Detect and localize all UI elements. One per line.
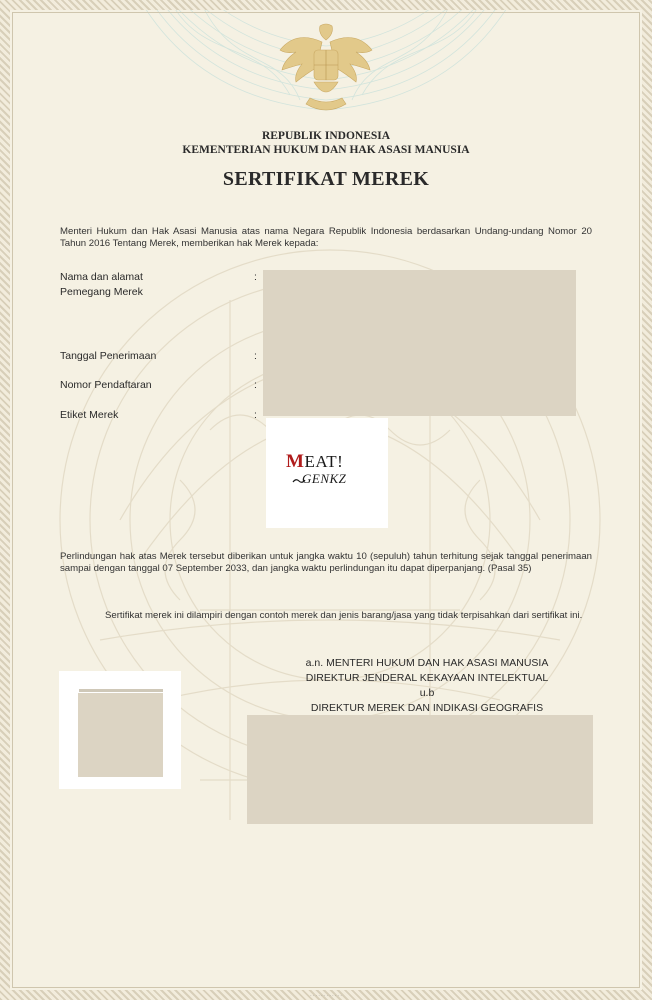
protection-paragraph: Perlindungan hak atas Merek tersebut diberikan untuk jangka waktu 10 (sepuluh) tahun terhitung sejak tanggal penerimaan sampai dengan tanggal 07 September 2033, dan jangka waktu perlindungan itu dapat diperpanjang. (Pasal 35) xyxy=(60,551,592,574)
signature-line-director-general: DIREKTUR JENDERAL KEKAYAAN INTELEKTUAL xyxy=(305,672,549,684)
intro-paragraph: Menteri Hukum dan Hak Asasi Manusia atas nama Negara Republik Indonesia berdasarkan Undang-undang Nomor 20 Tahun 2016 Tentang Merek, memberikan hak Merek kepada: xyxy=(60,226,592,249)
redacted-holder-details xyxy=(263,270,576,416)
holder-label-line2: Pemegang Merek xyxy=(60,286,143,298)
footer-note: · · · · · · · · · · · · xyxy=(310,993,342,998)
certificate-title: SERTIFIKAT MEREK xyxy=(222,168,430,190)
header-country: REPUBLIK INDONESIA xyxy=(261,130,391,142)
header-ministry: KEMENTERIAN HUKUM DAN HAK ASASI MANUSIA xyxy=(182,144,470,156)
signature-line-director: DIREKTUR MEREK DAN INDIKASI GEOGRAFIS xyxy=(310,702,544,714)
qr-code-area xyxy=(59,671,181,789)
signature-line-ub: u.b xyxy=(419,687,435,699)
holder-label-line1: Nama dan alamat xyxy=(60,271,143,283)
registration-number-colon: : xyxy=(254,379,257,391)
receipt-date-colon: : xyxy=(254,350,257,362)
logo-wordmark-meat: MEAT! xyxy=(286,451,344,472)
redacted-qr-code xyxy=(78,693,163,777)
registration-number-label: Nomor Pendaftaran xyxy=(60,379,152,391)
brand-logo xyxy=(266,418,388,528)
holder-colon: : xyxy=(254,271,257,283)
signature-line-minister: a.n. MENTERI HUKUM DAN HAK ASASI MANUSIA xyxy=(305,657,549,669)
attachment-paragraph: Sertifikat merek ini dilampiri dengan contoh merek dan jenis barang/jasa yang tidak terpisahkan dari sertifikat ini. xyxy=(105,610,583,621)
logo-wordmark-genkz: GENKZ xyxy=(302,471,347,486)
garuda-emblem-icon xyxy=(266,20,386,120)
label-mark-colon: : xyxy=(254,409,257,421)
redacted-signature xyxy=(247,715,593,824)
receipt-date-label: Tanggal Penerimaan xyxy=(60,350,157,362)
label-mark-label: Etiket Merek xyxy=(60,409,119,421)
